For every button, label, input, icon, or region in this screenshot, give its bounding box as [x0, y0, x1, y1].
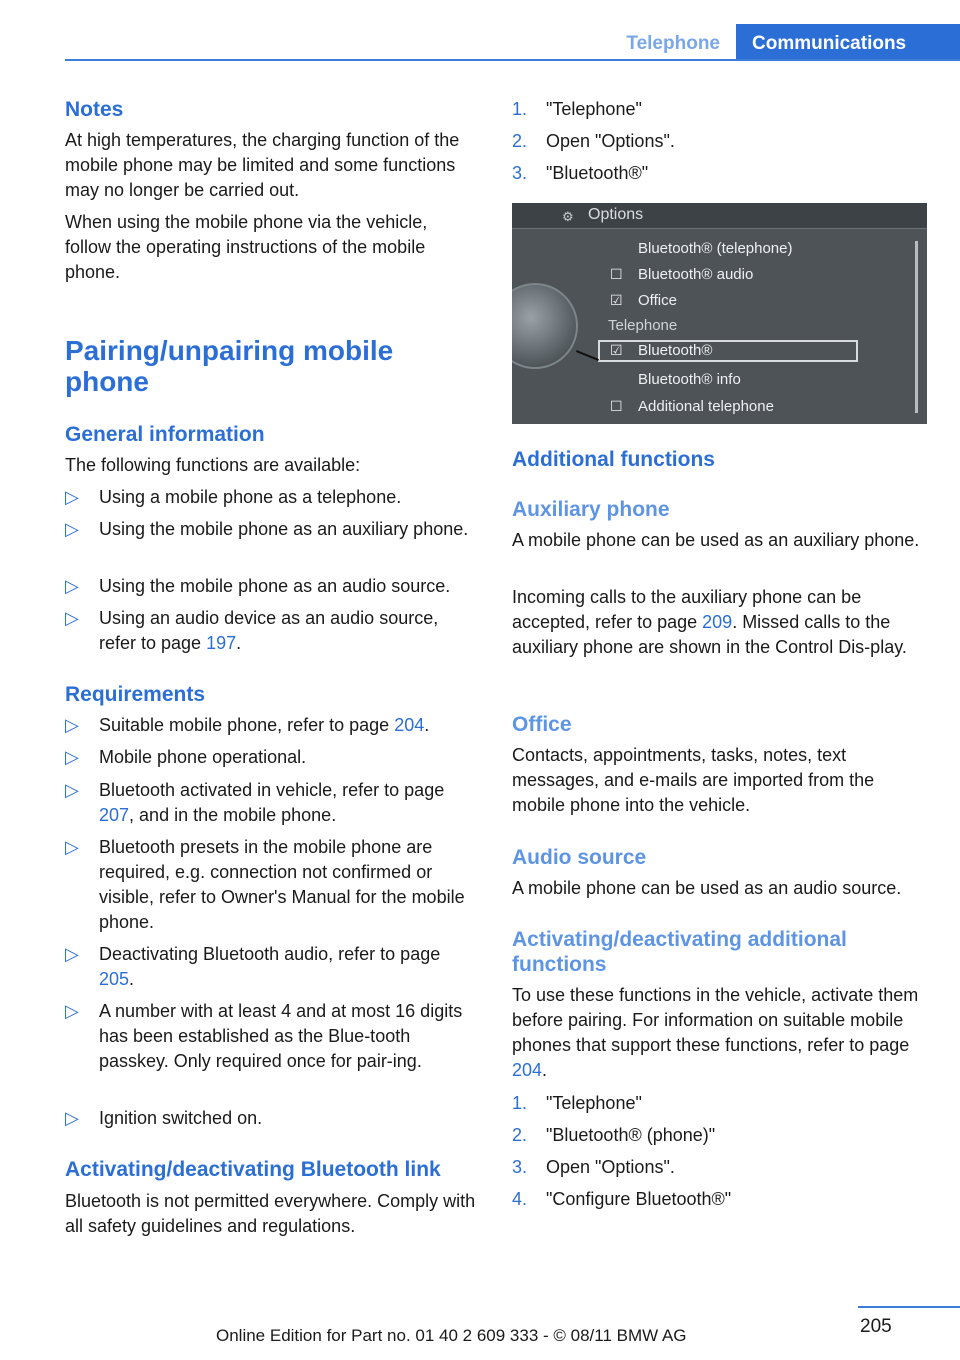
step-item: 3. Open "Options". — [512, 1157, 675, 1177]
list-item: ▷ Bluetooth activated in vehicle, refer to page 207, and in the mobile phone. — [65, 780, 445, 825]
auxiliary-phone-paragraph-1: A mobile phone can be used as an auxiliary phone. — [512, 530, 920, 550]
activating-bluetooth-heading: Activating/deactivating Bluetooth link — [65, 1158, 441, 1181]
auxiliary-phone-heading: Auxiliary phone — [512, 498, 670, 521]
notes-heading: Notes — [65, 98, 124, 121]
office-paragraph: Contacts, appointments, tasks, notes, text messages, and e-mails are imported from the mobile phone into the vehicle. — [512, 745, 875, 815]
menu-item: Bluetooth® (telephone) — [638, 240, 793, 257]
pairing-heading: Pairing/unpairing mobile phone — [65, 335, 394, 397]
list-item: ▷ A number with at least 4 and at most 16 digits has been established as the Blue-tooth passkey. Only required once for pair-ing. — [65, 1001, 463, 1071]
scroll-rail — [915, 241, 918, 413]
options-titlebar — [512, 203, 927, 229]
audio-source-heading: Audio source — [512, 846, 647, 869]
header-section-label: Telephone — [626, 33, 720, 54]
selection-highlight — [598, 340, 858, 362]
page-link-204[interactable]: 204 — [394, 715, 425, 735]
list-item: ▷ Mobile phone operational. — [65, 747, 307, 767]
menu-item: Bluetooth® info — [638, 371, 741, 388]
step-item: 1. "Telephone" — [512, 99, 642, 119]
requirements-heading: Requirements — [65, 683, 206, 706]
page-number-rule — [858, 1306, 960, 1308]
list-item: ▷ Ignition switched on. — [65, 1108, 263, 1128]
list-item: ▷ Using an audio device as an audio source, refer to page 197. — [65, 608, 439, 653]
step-item: 2. Open "Options". — [512, 131, 675, 151]
general-information-heading: General information — [65, 423, 265, 446]
notes-paragraph-1: At high temperatures, the charging function of the mobile phone may be limited and some functions may no longer be carried out. — [65, 130, 460, 200]
controller-knob-icon — [512, 283, 578, 369]
menu-item: ☑ Bluetooth® — [610, 342, 713, 359]
additional-functions-heading: Additional functions — [512, 448, 715, 471]
audio-source-paragraph: A mobile phone can be used as an audio source. — [512, 878, 902, 898]
step-item: 3. "Bluetooth®" — [512, 163, 649, 183]
auxiliary-phone-paragraph-2: Incoming calls to the auxiliary phone can be accepted, refer to page 209. Missed calls to the auxiliary phone are shown in the Control Dis-play. — [512, 587, 907, 657]
notes-paragraph-2: When using the mobile phone via the vehicle, follow the operating instructions of the mobile phone. — [65, 212, 428, 282]
list-item: ▷ Using the mobile phone as an audio source. — [65, 576, 451, 596]
options-title: Options — [588, 206, 644, 223]
page-link-205[interactable]: 205 — [99, 969, 130, 989]
page-link-209[interactable]: 209 — [702, 612, 733, 632]
step-item: 4. "Configure Bluetooth®" — [512, 1189, 732, 1209]
header-chapter-tab: Communications — [736, 24, 960, 61]
activating-additional-paragraph: To use these functions in the vehicle, activate them before pairing. For information on suitable mobile phones that support these functions, refer to page 204. — [512, 985, 919, 1080]
general-intro: The following functions are available: — [65, 455, 361, 475]
edition-footer: Online Edition for Part no. 01 40 2 609 333 - © 08/11 BMW AG — [216, 1326, 687, 1345]
page-number: 205 — [860, 1316, 892, 1337]
page-link-204[interactable]: 204 — [512, 1060, 543, 1080]
list-item: ▷ Using a mobile phone as a telephone. — [65, 487, 402, 507]
menu-item: ☐ Bluetooth® audio — [610, 266, 754, 283]
list-item: ▷ Suitable mobile phone, refer to page 204. — [65, 715, 430, 735]
menu-item: ☑ Office — [610, 292, 677, 309]
step-item: 1. "Telephone" — [512, 1093, 642, 1113]
header-rule — [65, 59, 960, 61]
activating-additional-heading: Activating/deactivating additional functions — [512, 928, 847, 976]
page-link-207[interactable]: 207 — [99, 805, 130, 825]
list-item: ▷ Bluetooth presets in the mobile phone are required, e.g. connection not confirmed or visible, refer to Owner's Manual for the mobile phone. — [65, 837, 465, 932]
menu-section-label: Telephone — [608, 317, 678, 334]
page-link-197[interactable]: 197 — [206, 633, 237, 653]
options-wrench-icon: ⚙ — [562, 209, 574, 224]
menu-item: ☐ Additional telephone — [610, 398, 774, 415]
options-menu-screenshot — [512, 203, 927, 424]
step-item: 2. "Bluetooth® (phone)" — [512, 1125, 716, 1145]
office-heading: Office — [512, 713, 572, 736]
list-item: ▷ Using the mobile phone as an auxiliary phone. — [65, 519, 469, 539]
list-item: ▷ Deactivating Bluetooth audio, refer to page 205. — [65, 944, 441, 989]
activating-bluetooth-paragraph: Bluetooth is not permitted everywhere. Comply with all safety guidelines and regulations. — [65, 1191, 476, 1236]
